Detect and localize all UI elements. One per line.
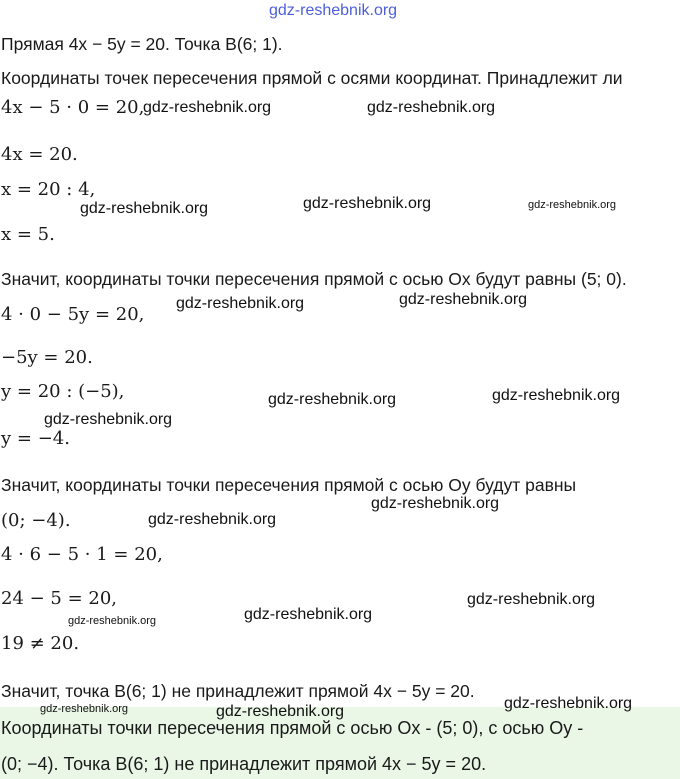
watermark: gdz-reshebnik.org <box>40 703 129 715</box>
watermark: gdz-reshebnik.org <box>216 703 345 720</box>
equation: 4 · 0 − 5y = 20, <box>1 304 145 325</box>
watermark: gdz-reshebnik.org <box>68 615 157 627</box>
equation: 4x = 20. <box>1 144 78 165</box>
equation: 24 − 5 = 20, <box>1 588 118 609</box>
conclusion-oy: Значит, координаты точки пересечения прямой с осью Oy будут равны <box>1 475 577 495</box>
equation: x = 5. <box>1 224 55 245</box>
answer-line-1: Координаты точки пересечения прямой с осью Ox - (5; 0), с осью Oy - <box>1 718 584 738</box>
watermark: gdz-reshebnik.org <box>467 591 596 608</box>
equation: 4 · 6 − 5 · 1 = 20, <box>1 544 163 565</box>
watermark: gdz-reshebnik.org <box>303 195 432 212</box>
watermark: gdz-reshebnik.org <box>492 387 621 404</box>
conclusion-point: Значит, точка B(6; 1) не принадлежит прямой 4x − 5y = 20. <box>1 681 475 701</box>
watermark: gdz-reshebnik.org <box>399 291 528 308</box>
conclusion-ox: Значит, координаты точки пересечения прямой с осью Ox будут равны (5; 0). <box>1 269 627 289</box>
equation: 4x − 5 · 0 = 20, <box>1 97 145 118</box>
watermark-top: gdz-reshebnik.org <box>269 2 398 19</box>
equation: x = 20 : 4, <box>1 179 96 200</box>
watermark: gdz-reshebnik.org <box>143 99 272 116</box>
equation: −5y = 20. <box>1 347 93 368</box>
solution-intro: Координаты точек пересечения прямой с осями координат. Принадлежит ли <box>1 68 623 88</box>
equation: y = −4. <box>1 428 70 449</box>
equation: 19 ≠ 20. <box>1 633 80 654</box>
watermark: gdz-reshebnik.org <box>371 495 500 512</box>
problem-statement: Прямая 4x − 5y = 20. Точка B(6; 1). <box>1 34 283 54</box>
answer-line-2: (0; −4). Точка B(6; 1) не принадлежит прямой 4x − 5y = 20. <box>1 754 487 774</box>
equation: (0; −4). <box>1 510 71 531</box>
watermark: gdz-reshebnik.org <box>244 606 373 623</box>
watermark: gdz-reshebnik.org <box>148 511 277 528</box>
watermark: gdz-reshebnik.org <box>80 200 209 217</box>
watermark: gdz-reshebnik.org <box>268 391 397 408</box>
watermark: gdz-reshebnik.org <box>367 99 496 116</box>
watermark: gdz-reshebnik.org <box>44 411 173 428</box>
watermark: gdz-reshebnik.org <box>528 199 617 211</box>
watermark: gdz-reshebnik.org <box>176 295 305 312</box>
equation: y = 20 : (−5), <box>1 381 125 402</box>
watermark: gdz-reshebnik.org <box>504 695 633 712</box>
